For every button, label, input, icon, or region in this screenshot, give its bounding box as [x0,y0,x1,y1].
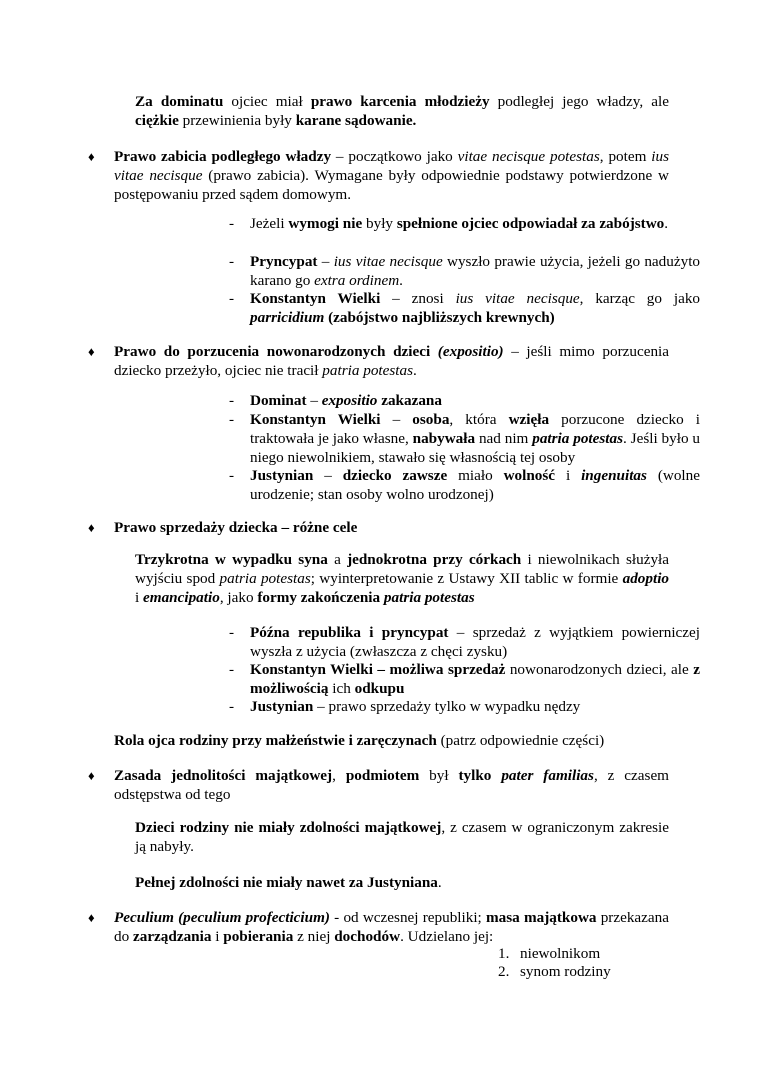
dash-marker: - [229,392,235,409]
section-porzucenie: Prawo do porzucenia nowonarodzonych dzieci (expositio) – jeśli mimo porzucenia dziecko przeżyło, ojciec nie tracił patria potestas. [114,343,669,379]
bullet-icon: ♦ [88,768,95,783]
item-label: niewolnikom [520,945,601,962]
item-number: 1. [498,945,510,962]
dash-marker: - [229,290,235,307]
paragraph-dominat: Za dominatu ojciec miał prawo karcenia młodzieży podległej jego władzy, ale ciężkie przewinienia były karane sądowanie. [135,93,669,129]
bullet-icon: ♦ [88,344,95,359]
section-peculium: Peculium (peculium profecticium) - od wczesnej republiki; masa majątkowa przekazana do zarządzania i pobierania z niej dochodów. Udzielano jej: [114,909,669,945]
bullet-icon: ♦ [88,910,95,925]
section-prawo-zabicia: Prawo zabicia podległego władzy – początkowo jako vitae necisque potestas, potem ius vitae necisque (prawo zabicia). Wymagane były odpowiednie podstawy potwierdzone w postępowaniu przed sądem domowym. [114,148,669,203]
item-number: 2. [498,963,510,980]
list-item-text: Justynian – prawo sprzedaży tylko w wypadku nędzy [250,698,581,715]
list-item-text: Pryncypat – ius vitae necisque wyszło prawie użycia, jeżeli go nadużyto karano go extra ordinem. [250,253,701,289]
section-sprzedaz: Prawo sprzedaży dziecka – różne cele [114,519,358,536]
list-item-text: Późna republika i pryncypat – sprzedaż z wyjątkiem powierniczej wyszła z użycia (zwłaszcza z chęci zysku) [250,624,701,660]
dash-marker: - [229,411,235,428]
list-item-text: Konstantyn Wielki – osoba, która wzięła porzucone dziecko i traktowała je jako własne, nabywała nad nim patria potestas. Jeśli było u niego niewolnikiem, stawało się własnością tej osoby [250,411,700,466]
dash-marker: - [229,698,235,715]
list-item-text: Jeżeli wymogi nie były spełnione ojciec odpowiadał za zabójstwo. [250,215,669,232]
bullet-icon: ♦ [88,149,95,164]
list-item-text: Dominat – expositio zakazana [250,392,442,409]
item-label: synom rodziny [520,963,611,980]
dash-marker: - [229,215,235,232]
dash-marker: - [229,624,235,641]
section-jednolitosc: Zasada jednolitości majątkowej, podmiotem był tylko pater familias, z czasem odstępstwa od tego [114,767,669,803]
list-item-text: Konstantyn Wielki – znosi ius vitae necisque, karząc go jako parricidium (zabójstwo najbliższych krewnych) [250,290,701,326]
paragraph-pelnej-zdolnosci: Pełnej zdolności nie miały nawet za Justyniana. [135,874,442,891]
dash-marker: - [229,661,235,678]
list-item-text: Konstantyn Wielki – możliwa sprzedaż nowonarodzonych dzieci, ale z możliwością ich odkupu [250,661,700,697]
paragraph-rola-ojca: Rola ojca rodziny przy małżeństwie i zaręczynach (patrz odpowiednie części) [114,732,605,749]
bullet-icon: ♦ [88,520,95,535]
list-item-text: Justynian – dziecko zawsze miało wolność i ingenuitas (wolne urodzenie; stan osoby wolno urodzonej) [250,467,700,503]
paragraph-dzieci-rodziny: Dzieci rodziny nie miały zdolności majątkowej, z czasem w ograniczonym zakresie ją nabyły. [135,819,669,855]
dash-marker: - [229,253,235,270]
paragraph-trzykrotna: Trzykrotna w wypadku syna a jednokrotna przy córkach i niewolnikach służyła wyjściu spod patria potestas; wyinterpretowanie z Ustawy XII tablic w formie adoptio i emancipatio, jako formy zakończenia patria potestas [135,551,670,606]
dash-marker: - [229,467,235,484]
